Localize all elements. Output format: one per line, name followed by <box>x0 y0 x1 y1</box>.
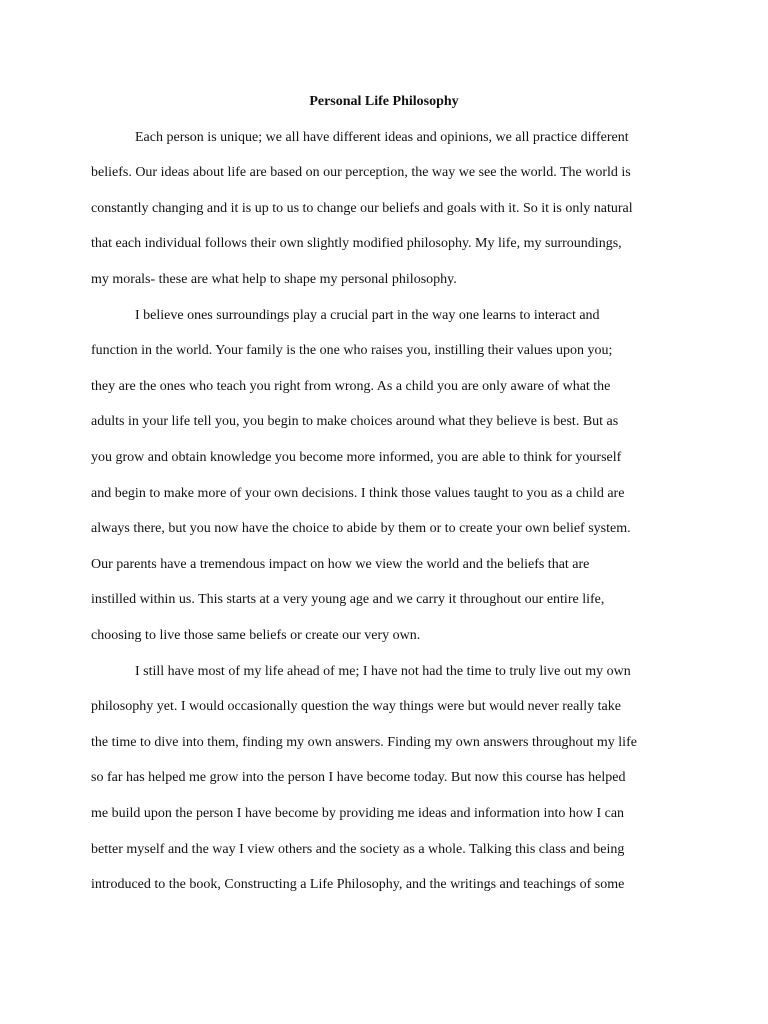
text-line: adults in your life tell you, you begin to make choices around what they believe is best. But as <box>91 414 619 429</box>
text-line: the time to dive into them, finding my own answers. Finding my own answers throughout my life <box>91 735 637 750</box>
text-line: I still have most of my life ahead of me; I have not had the time to truly live out my own <box>135 664 631 679</box>
text-line: better myself and the way I view others and the society as a whole. Talking this class and being <box>91 842 625 857</box>
text-line: Our parents have a tremendous impact on how we view the world and the beliefs that are <box>91 557 590 572</box>
text-line: instilled within us. This starts at a very young age and we carry it throughout our entire life, <box>91 592 605 607</box>
text-line: that each individual follows their own slightly modified philosophy. My life, my surroundings, <box>91 236 622 251</box>
text-line: constantly changing and it is up to us to change our beliefs and goals with it. So it is only natural <box>91 201 633 216</box>
text-line: function in the world. Your family is the one who raises you, instilling their values upon you; <box>91 343 613 358</box>
text-line: philosophy yet. I would occasionally question the way things were but would never really take <box>91 699 621 714</box>
text-line: Each person is unique; we all have different ideas and opinions, we all practice different <box>135 130 629 145</box>
text-line: my morals- these are what help to shape my personal philosophy. <box>91 272 457 287</box>
text-line: you grow and obtain knowledge you become more informed, you are able to think for yourself <box>91 450 622 465</box>
text-line: so far has helped me grow into the person I have become today. But now this course has helped <box>91 770 626 785</box>
text-line: I believe ones surroundings play a crucial part in the way one learns to interact and <box>135 308 600 323</box>
text-line: me build upon the person I have become by providing me ideas and information into how I can <box>91 806 625 821</box>
text-line: introduced to the book, Constructing a Life Philosophy, and the writings and teachings of some <box>91 877 625 892</box>
text-line: choosing to live those same beliefs or create our very own. <box>91 628 421 643</box>
page-title: Personal Life Philosophy <box>309 94 459 109</box>
text-line: they are the ones who teach you right from wrong. As a child you are only aware of what the <box>91 379 611 394</box>
text-line: beliefs. Our ideas about life are based on our perception, the way we see the world. The world is <box>91 165 631 180</box>
text-line: and begin to make more of your own decisions. I think those values taught to you as a child are <box>91 486 625 501</box>
text-line: always there, but you now have the choice to abide by them or to create your own belief system. <box>91 521 631 536</box>
